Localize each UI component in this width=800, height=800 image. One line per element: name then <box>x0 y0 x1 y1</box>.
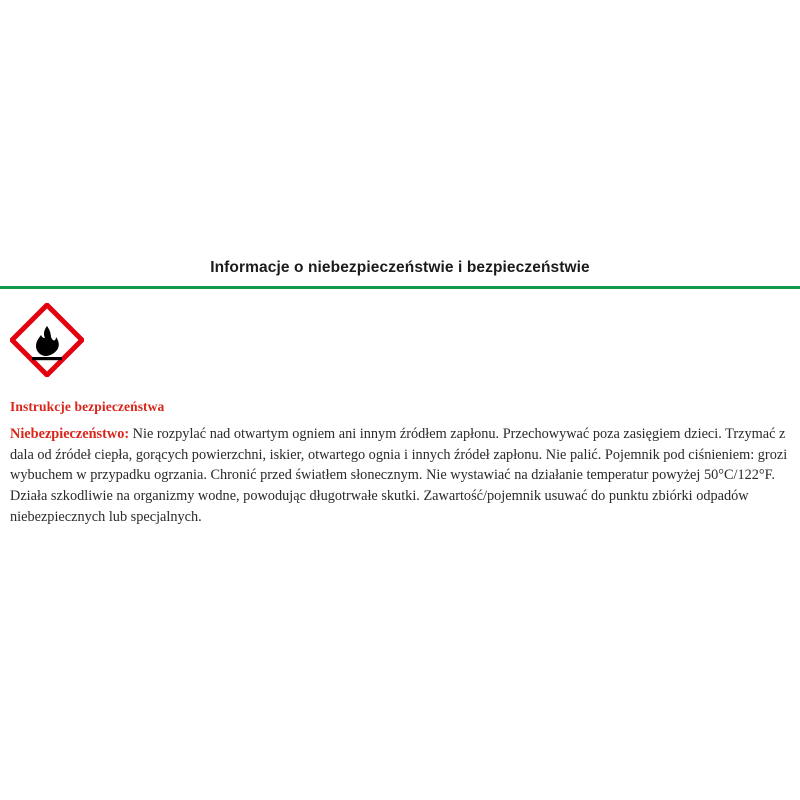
pictogram-container <box>0 289 800 377</box>
page-title: Informacje o niebezpieczeństwie i bezpieczeństwie <box>210 259 590 276</box>
safety-statements <box>10 424 788 528</box>
hazard-information-panel <box>0 245 800 528</box>
safety-instructions-block <box>0 377 800 528</box>
signal-word: Niebezpieczeństwo: <box>10 426 130 442</box>
safety-instructions-heading: Instrukcje bezpieczeństwa <box>10 399 165 414</box>
ghs02-flammable-pictogram <box>10 303 84 377</box>
safety-statements-text: Nie rozpylać nad otwartym ogniem ani innym źródłem zapłonu. Przechowywać poza zasięgiem dzieci. Trzymać z dala od źródeł ciepła, gorących powierzchni, iskier, otwartego ognia i innych źródeł zapłonu. Nie palić. Pojemnik pod ciśnieniem: grozi wybuchem w przypadku ogrzania. Chronić przed światłem słonecznym. Nie wystawiać na działanie temperatur powyżej 50°C/122°F. Działa szkodliwie na organizmy wodne, powodując długotrwałe skutki. Zawartość/pojemnik usuwać do punktu zbiórki odpadów niebezpiecznych lub specjalnych. <box>10 426 788 525</box>
